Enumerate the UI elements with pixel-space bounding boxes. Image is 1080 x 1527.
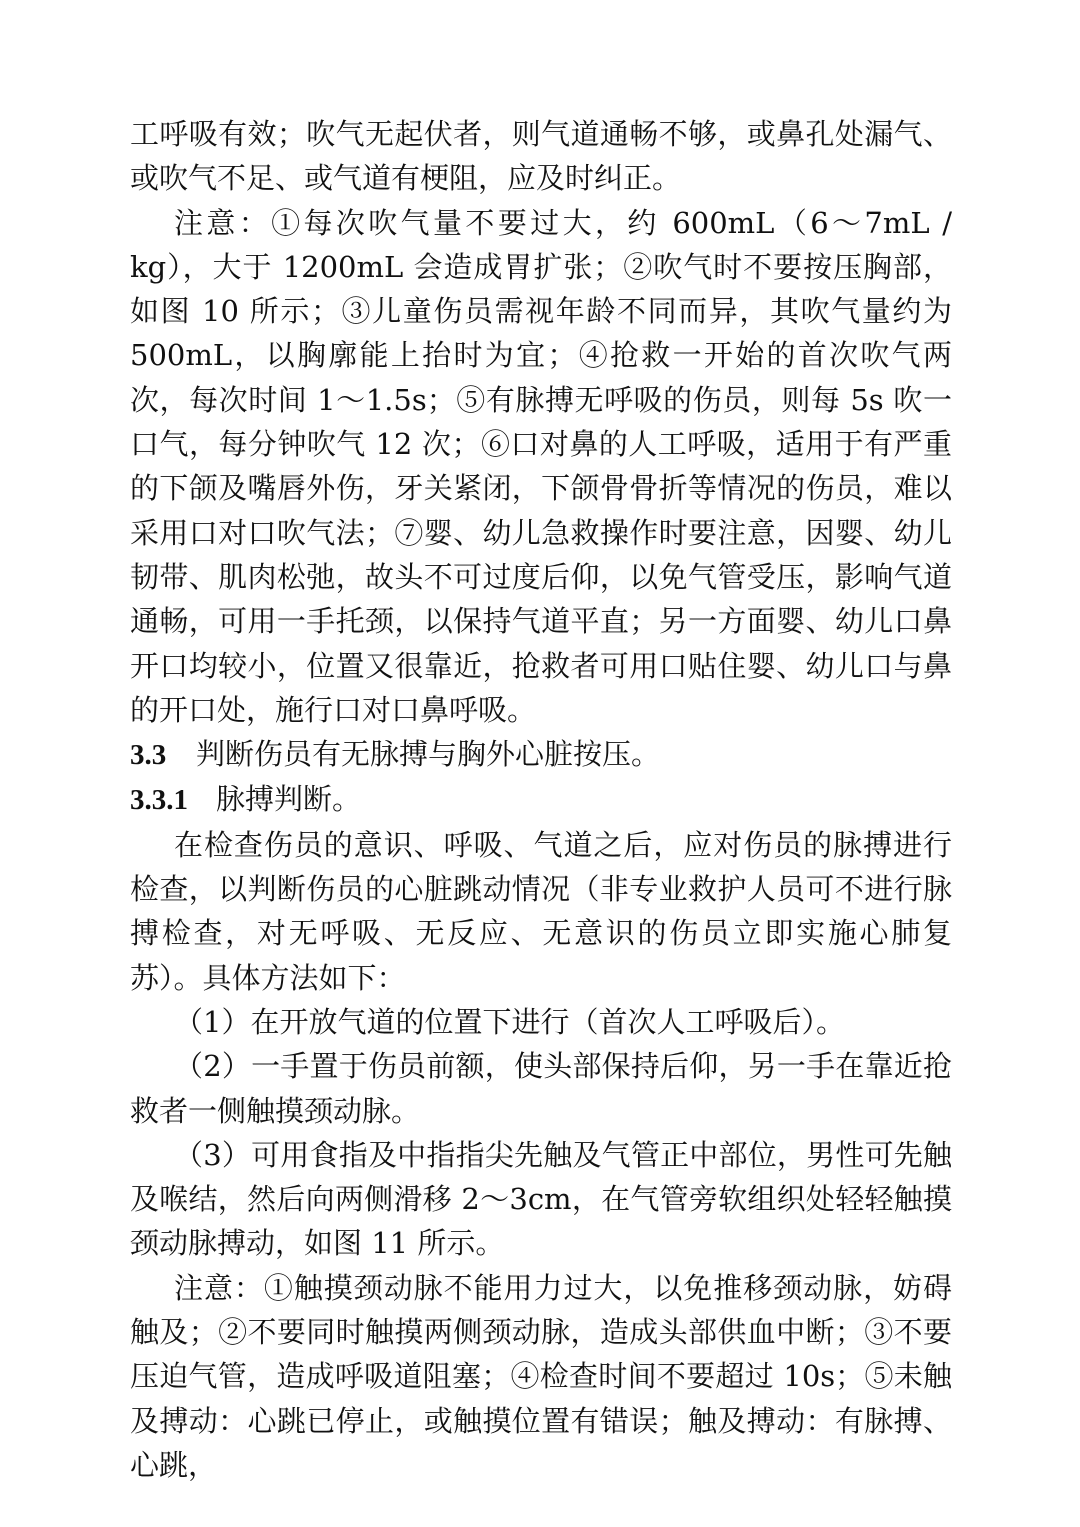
section-heading-3-3-1 [130, 777, 952, 822]
body-paragraph: 工呼吸有效；吹气无起伏者，则气道通畅不够，或鼻孔处漏气、或吹气不足、或气道有梗阻，应及时纠正。 [130, 117, 952, 196]
list-item: （1）在开放气道的位置下进行（首次人工呼吸后）。 [174, 1004, 845, 1039]
body-paragraph: 在检查伤员的意识、呼吸、气道之后，应对伤员的脉搏进行检查，以判断伤员的心脏跳动情况（非专业救护人员可不进行脉搏检查，对无呼吸、无反应、无意识的伤员立即实施心肺复苏）。具体方法如下： [130, 827, 952, 995]
list-item: （3）可用食指及中指指尖先触及气管正中部位，男性可先触及喉结，然后向两侧滑移 2～3cm，在气管旁软组织处轻轻触摸颈动脉搏动，如图 11 所示。 [130, 1137, 952, 1261]
body-paragraph: 注意：①每次吹气量不要过大，约 600mL（6～7mL / kg），大于 1200mL 会造成胃扩张；②吹气时不要按压胸部，如图 10 所示；③儿童伤员需视年龄不同而异，其吹气量约为 500mL，以胸廓能上抬时为宜；④抢救一开始的首次吹气两次，每次时间 1～1.5s；⑤有脉搏无呼吸的伤员，则每 5s 吹一口气，每分钟吹气 12 次；⑥口对鼻的人工呼吸，适用于有严重的下颌及嘴唇外伤，牙关紧闭，下颌骨骨折等情况的伤员，难以采用口对口吹气法；⑦婴、幼儿急救操作时要注意，因婴、幼儿韧带、肌肉松弛，故头不可过度后仰，以免气管受压，影响气道通畅，可用一手托颈，以保持气道平直；另一方面婴、幼儿口鼻开口均较小，位置又很靠近，抢救者可用口贴住婴、幼儿口与鼻的开口处，施行口对口鼻呼吸。 [130, 205, 952, 727]
section-title: 判断伤员有无脉搏与胸外心脏按压。 [196, 737, 661, 772]
document-page [130, 112, 952, 1487]
section-title: 脉搏判断。 [216, 782, 362, 817]
list-item: （2）一手置于伤员前额，使头部保持后仰，另一手在靠近抢救者一侧触摸颈动脉。 [130, 1049, 952, 1128]
section-number: 3.3.1 [130, 784, 188, 817]
body-paragraph: 注意：①触摸颈动脉不能用力过大，以免推移颈动脉，妨碍触及；②不要同时触摸两侧颈动脉，造成头部供血中断；③不要压迫气管，造成呼吸道阻塞；④检查时间不要超过 10s；⑤未触及搏动：心跳已停止，或触摸位置有错误；触及搏动：有脉搏、心跳， [130, 1270, 952, 1482]
section-heading-3-3 [130, 732, 952, 777]
section-number: 3.3 [130, 739, 167, 772]
